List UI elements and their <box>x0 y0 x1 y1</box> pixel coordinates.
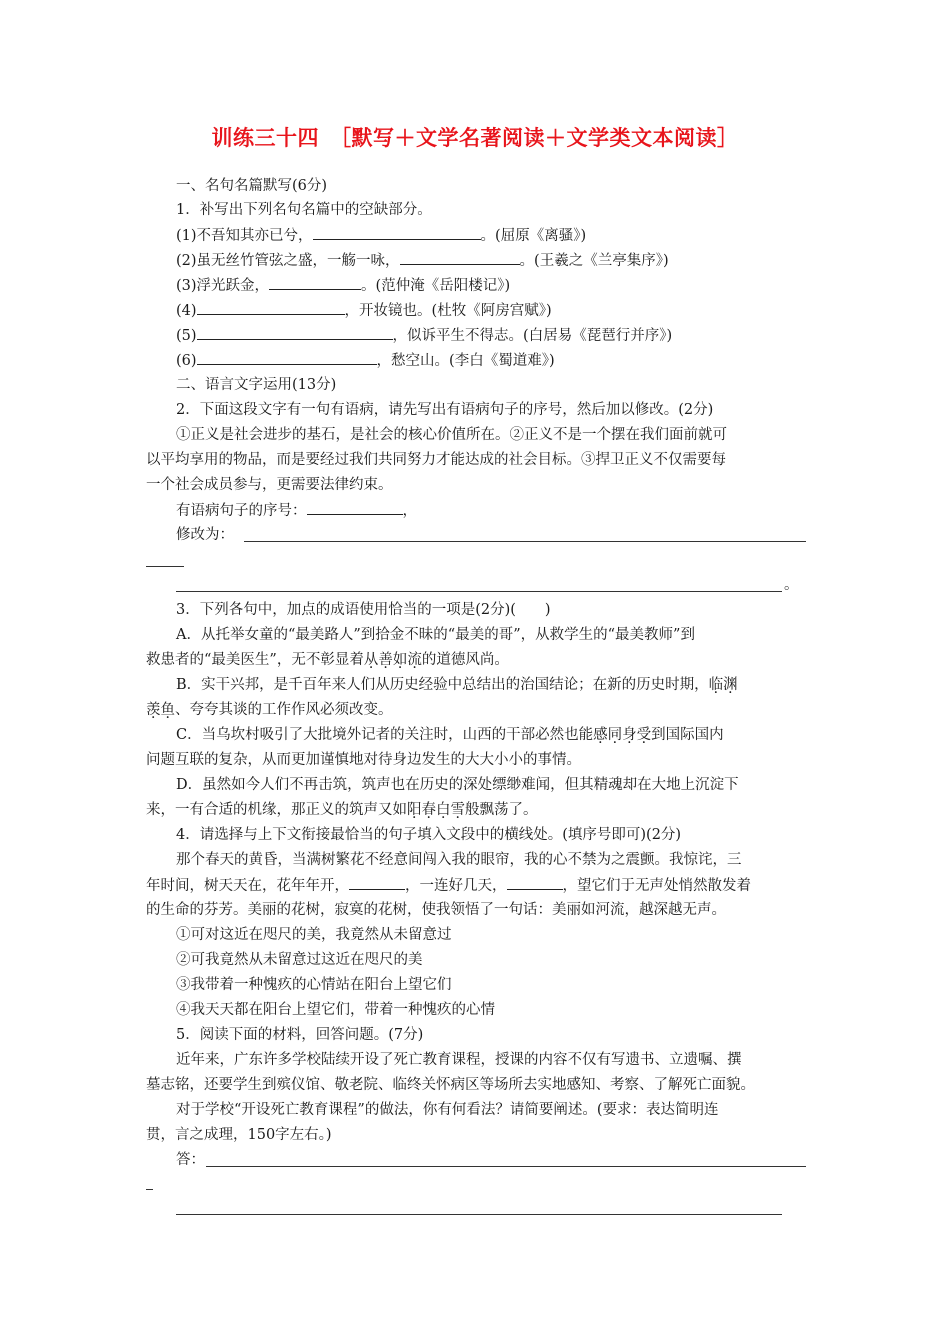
option-c-line: 问题互联的复杂，从而更加谨慎地对待身边发生的大大小小的事情。 <box>146 752 581 768</box>
answer-line[interactable] <box>244 541 806 542</box>
section-heading-2: 二、语言文字运用(13分) <box>176 377 337 393</box>
dotted-idiom <box>709 677 738 693</box>
answer-blank[interactable] <box>197 349 377 365</box>
answer-blank[interactable] <box>400 249 520 265</box>
question-4-stem: 4．请选择与上下文衔接最恰当的句子填入文段中的横线处。(填序号即可)(2分) <box>176 827 682 843</box>
answer-blank[interactable] <box>269 274 361 290</box>
emphasis-char: 鱼 <box>160 702 175 718</box>
option-a-line: A．从托举女童的“最美路人”到拾金不昧的“最美的哥”，从救学生的“最美教师”到 <box>176 627 695 643</box>
option-a-line: 救患者的“最美医生”，无不彰显着从善如流的道德风尚。 <box>146 652 509 668</box>
q5-passage-line: 贯，言之成理，150字左右。) <box>146 1127 332 1143</box>
q4-option: ④我天天都在阳台上望它们，带着一种愧疚的心情 <box>176 1002 495 1018</box>
emphasis-char: 受 <box>636 727 652 743</box>
option-d-line: 来，一有合适的机缘，那正义的筑声又如阳春白雪般飘荡了。 <box>146 802 538 818</box>
q5-passage-line: 墓志铭，还要学生到殡仪馆、敬老院、临终关怀病区等场所去实地感知、考察、了解死亡面貌。 <box>146 1077 755 1093</box>
blank-item-4: (4) ，开妆镜也。(杜牧《阿房宫赋》) <box>176 299 552 322</box>
answer-line[interactable] <box>176 591 782 592</box>
page-title: 训练三十四 ［默写＋文学名著阅读＋文学类文本阅读］ <box>211 125 739 150</box>
answer-blank[interactable] <box>313 224 481 240</box>
q4-passage-line: 的生命的芬芳。美丽的花树，寂寞的花树，使我领悟了一句话：美丽如河流，越深越无声。 <box>146 902 726 918</box>
q5-passage-line: 对于学校“开设死亡教育课程”的做法，你有何看法？请简要阐述。(要求：表达简明连 <box>176 1102 719 1118</box>
question-5-stem: 5．阅读下面的材料，回答问题。(7分) <box>176 1027 424 1043</box>
answer-line[interactable] <box>146 1189 153 1190</box>
option-d-line: D．虽然如今人们不再击筑，筑声也在历史的深处缥缈难闻，但其精魂却在大地上沉淀下 <box>176 777 739 793</box>
emphasis-char: 临 <box>708 677 724 693</box>
emphasis-char: 白 <box>436 802 451 818</box>
emphasis-char: 感 <box>593 727 608 743</box>
question-3-stem: 3．下列各句中，加点的成语使用恰当的一项是(2分)( ) <box>176 602 551 618</box>
sequence-blank[interactable] <box>307 499 403 515</box>
emphasis-char: 身 <box>622 727 637 743</box>
blank-item-3: (3)浮光跃金， 。(范仲淹《岳阳楼记》) <box>176 274 510 297</box>
blank-item-1: (1)不吾知其亦已兮， 。(屈原《离骚》) <box>176 224 586 247</box>
answer-line[interactable] <box>176 1214 782 1215</box>
option-c-line: C．当乌坎村吸引了大批境外记者的关注时，山西的干部必然也能感同身受到国际国内 <box>176 727 724 743</box>
answer-label: 答： <box>176 1152 205 1168</box>
emphasis-char: 渊 <box>723 677 738 693</box>
answer-line[interactable] <box>206 1166 806 1167</box>
q5-passage-line: 近年来，广东许多学校陆续开设了死亡教育课程，授课的内容不仅有写遗书、立遗嘱、撰 <box>176 1052 742 1068</box>
dotted-idiom <box>407 802 465 818</box>
emphasis-char: 善 <box>378 652 393 668</box>
answer-blank[interactable] <box>197 299 345 315</box>
answer-blank[interactable] <box>197 324 393 340</box>
end-mark: 。 <box>784 577 799 593</box>
option-b-line: B．实干兴邦，是千百年来人们从历史经验中总结出的治国结论；在新的历史时期，临渊 <box>176 677 738 693</box>
blank-item-5: (5) ，似诉平生不得志。(白居易《琵琶行并序》) <box>176 324 672 347</box>
emphasis-char: 流 <box>407 652 422 668</box>
option-b-line: 羡鱼、夸夸其谈的工作作风必须改变。 <box>146 702 393 718</box>
question-1-stem: 1．补写出下列名句名篇中的空缺部分。 <box>176 202 432 218</box>
emphasis-char: 同 <box>607 727 623 743</box>
emphasis-char: 春 <box>421 802 436 818</box>
blank-item-6: (6) ，愁空山。(李白《蜀道难》) <box>176 349 555 372</box>
q2-sequence-line: 有语病句子的序号： ， <box>176 499 417 522</box>
section-heading-1: 一、名句名篇默写(6分) <box>176 178 328 194</box>
q4-option: ①可对这近在咫尺的美，我竟然从未留意过 <box>176 927 452 943</box>
emphasis-char: 阳 <box>407 802 422 818</box>
fill-blank[interactable] <box>507 874 563 890</box>
dotted-idiom <box>146 702 175 718</box>
fill-blank[interactable] <box>349 874 405 890</box>
q2-passage-line: 以平均享用的物品，而是要经过我们共同努力才能达成的社会目标。③捍卫正义不仅需要每 <box>146 452 726 468</box>
dotted-idiom <box>364 652 422 668</box>
q4-passage-line: 年时间，树天天在，花年年开， ，一连好几天， ，望它们于无声处悄然散发着 <box>146 874 751 897</box>
q4-passage-line: 那个春天的黄昏，当满树繁花不经意间闯入我的眼帘，我的心不禁为之震颤。我惊诧，三 <box>176 852 742 868</box>
question-2-stem: 2．下面这段文字有一句有语病，请先写出有语病句子的序号，然后加以修改。(2分) <box>176 402 714 418</box>
answer-line[interactable] <box>146 566 184 567</box>
emphasis-char: 雪 <box>450 802 465 818</box>
emphasis-char: 羡 <box>146 702 161 718</box>
q2-passage-line: 一个社会成员参与，更需要法律约束。 <box>146 477 393 493</box>
blank-item-2: (2)虽无丝竹管弦之盛，一觞一咏， 。(王羲之《兰亭集序》) <box>176 249 669 272</box>
q4-option: ③我带着一种愧疚的心情站在阳台上望它们 <box>176 977 452 993</box>
dotted-idiom <box>593 727 651 743</box>
q2-passage-line: ①正义是社会进步的基石，是社会的核心价值所在。②正义不是一个摆在我们面前就可 <box>176 427 727 443</box>
emphasis-char: 如 <box>392 652 408 668</box>
q4-option: ②可我竟然从未留意过这近在咫尺的美 <box>176 952 423 968</box>
q2-fix-label: 修改为： <box>176 527 234 543</box>
emphasis-char: 从 <box>363 652 379 668</box>
